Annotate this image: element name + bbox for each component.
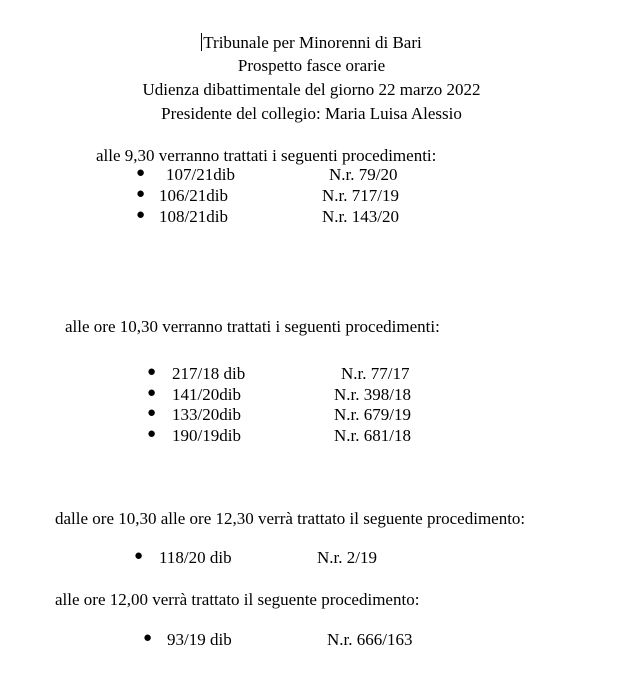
registry-number: N.r. 77/17 (341, 364, 410, 383)
registry-number: N.r. 2/19 (317, 548, 377, 567)
bullet-icon: ● (147, 385, 157, 401)
registry-number: N.r. 398/18 (334, 385, 411, 404)
case-number: 118/20 dib (159, 548, 232, 567)
bullet-icon: ● (136, 186, 146, 202)
case-number: 93/19 dib (167, 630, 232, 649)
bullet-icon: ● (147, 405, 157, 421)
registry-number: N.r. 717/19 (322, 186, 399, 205)
registry-number: N.r. 666/163 (327, 630, 413, 649)
president-line: Presidente del collegio: Maria Luisa Alessio (161, 104, 462, 123)
bullet-icon: ● (143, 630, 153, 646)
section-4-intro: alle ore 12,00 verrà trattato il seguente procedimento: (55, 590, 420, 609)
registry-number: N.r. 679/19 (334, 405, 411, 424)
case-number: 107/21dib (166, 165, 235, 184)
section-2-intro: alle ore 10,30 verranno trattati i seguenti procedimenti: (65, 317, 440, 336)
section-3-intro: dalle ore 10,30 alle ore 12,30 verrà trattato il seguente procedimento: (55, 509, 526, 528)
case-number: 190/19dib (172, 426, 241, 445)
registry-number: N.r. 143/20 (322, 207, 399, 226)
case-number: 108/21dib (159, 207, 228, 226)
case-number: 133/20dib (172, 405, 241, 424)
court-title-text: Tribunale per Minorenni di Bari (203, 33, 422, 52)
section-1-intro: alle 9,30 verranno trattati i seguenti procedimenti: (96, 146, 437, 165)
bullet-icon: ● (147, 426, 157, 442)
document-subtitle: Prospetto fasce orarie (237, 56, 386, 75)
bullet-icon: ● (136, 207, 146, 223)
bullet-icon: ● (134, 548, 144, 564)
hearing-date: Udienza dibattimentale del giorno 22 marzo 2022 (142, 80, 481, 99)
bullet-icon: ● (147, 364, 157, 380)
registry-number: N.r. 681/18 (334, 426, 411, 445)
registry-number: N.r. 79/20 (329, 165, 398, 184)
case-number: 217/18 dib (172, 364, 246, 383)
case-number: 106/21dib (159, 186, 228, 205)
bullet-icon: ● (136, 165, 146, 181)
court-title (0, 33, 623, 51)
case-number: 141/20dib (172, 385, 241, 404)
